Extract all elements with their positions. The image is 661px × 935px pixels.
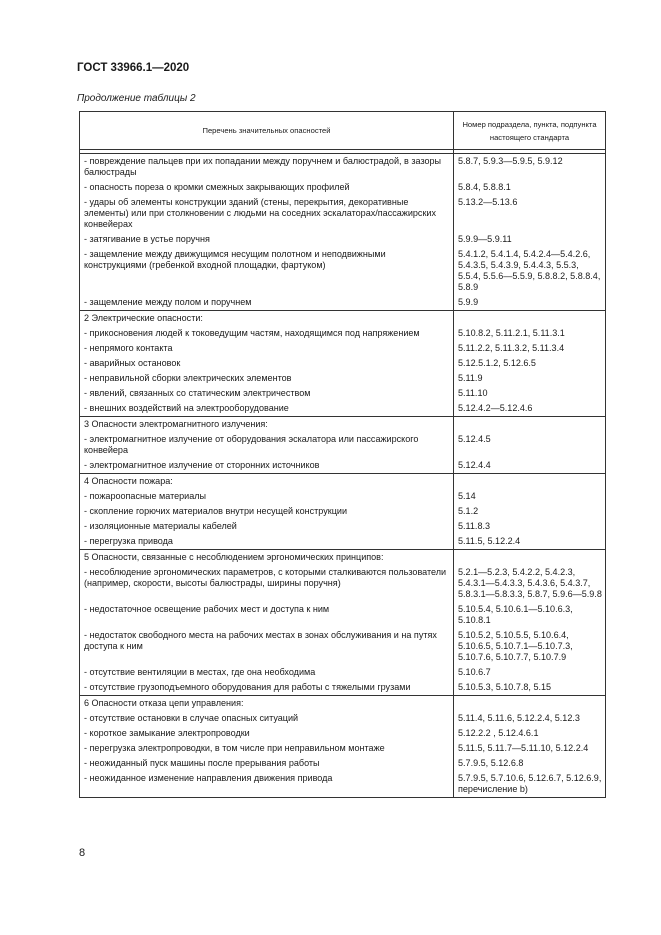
reference-cell: 5.10.5.2, 5.10.5.5, 5.10.6.4, 5.10.6.5, 5.10.7.1—5.10.7.3, 5.10.7.6, 5.10.7.7, 5.10.7.9 [454, 628, 606, 665]
reference-cell: 5.10.6.7 [454, 665, 606, 680]
hazard-cell: - защемление между полом и поручнем [80, 295, 454, 311]
reference-cell [454, 550, 606, 566]
reference-cell [454, 311, 606, 327]
group-header-row [80, 417, 606, 433]
reference-cell: 5.4.1.2, 5.4.1.4, 5.4.2.4—5.4.2.6, 5.4.3.5, 5.4.3.9, 5.4.4.3, 5.5.3, 5.5.4, 5.5.6—5.5.9, 5.8.8.2, 5.8.8.4, 5.8.9 [454, 247, 606, 295]
col-header-hazards: Перечень значительных опасностей [80, 112, 454, 150]
table-row [80, 628, 606, 665]
hazard-cell: - недостаток свободного места на рабочих местах в зонах обслуживания и на путях доступа к ним [80, 628, 454, 665]
reference-cell: 5.9.9 [454, 295, 606, 311]
hazard-cell: - электромагнитное излучение от оборудования эскалатора или пассажирского конвейера [80, 432, 454, 458]
hazard-cell: - опасность пореза о кромки смежных закрывающих профилей [80, 180, 454, 195]
group-header-row [80, 550, 606, 566]
table-row [80, 771, 606, 798]
hazard-cell: - пожароопасные материалы [80, 489, 454, 504]
hazard-cell: - повреждение пальцев при их попадании между поручнем и балюстрадой, в зазоры балюстрады [80, 154, 454, 181]
table-row [80, 356, 606, 371]
hazard-cell: - изоляционные материалы кабелей [80, 519, 454, 534]
table-row [80, 432, 606, 458]
reference-cell: 5.12.5.1.2, 5.12.6.5 [454, 356, 606, 371]
reference-cell: 5.10.5.4, 5.10.6.1—5.10.6.3, 5.10.8.1 [454, 602, 606, 628]
reference-cell: 5.11.9 [454, 371, 606, 386]
table-row [80, 602, 606, 628]
hazard-cell: - неправильной сборки электрических элементов [80, 371, 454, 386]
table-row [80, 519, 606, 534]
reference-cell: 5.13.2—5.13.6 [454, 195, 606, 232]
standard-code: ГОСТ 33966.1—2020 [77, 62, 190, 74]
hazard-cell: - непрямого контакта [80, 341, 454, 356]
table-row [80, 711, 606, 726]
hazards-table [79, 111, 606, 798]
group-header-row [80, 696, 606, 712]
reference-cell: 5.12.2.2 , 5.12.4.6.1 [454, 726, 606, 741]
table-row [80, 741, 606, 756]
reference-cell: 5.8.7, 5.9.3—5.9.5, 5.9.12 [454, 154, 606, 181]
reference-cell: 5.7.9.5, 5.7.10.6, 5.12.6.7, 5.12.6.9, перечисление b) [454, 771, 606, 798]
reference-cell: 5.12.4.5 [454, 432, 606, 458]
hazard-cell: - отсутствие грузоподъемного оборудования для работы с тяжелыми грузами [80, 680, 454, 696]
hazard-cell: - скопление горючих материалов внутри несущей конструкции [80, 504, 454, 519]
table-row [80, 458, 606, 474]
table-row [80, 371, 606, 386]
group-header-row [80, 474, 606, 490]
reference-cell: 5.9.9—5.9.11 [454, 232, 606, 247]
reference-cell: 5.10.8.2, 5.11.2.1, 5.11.3.1 [454, 326, 606, 341]
hazard-cell: - перегрузка электропроводки, в том числе при неправильном монтаже [80, 741, 454, 756]
table-row [80, 386, 606, 401]
group-header-row [80, 311, 606, 327]
table-row [80, 232, 606, 247]
table-row [80, 195, 606, 232]
hazard-cell: - защемление между движущимся несущим полотном и неподвижными конструкциями (гребенкой входной площадки, фартуком) [80, 247, 454, 295]
table-row [80, 756, 606, 771]
table-row [80, 680, 606, 696]
reference-cell: 5.2.1—5.2.3, 5.4.2.2, 5.4.2.3, 5.4.3.1—5.4.3.3, 5.4.3.6, 5.4.3.7, 5.8.3.1—5.8.3.3, 5.8.7, 5.9.6—5.9.8 [454, 565, 606, 602]
reference-cell: 5.12.4.2—5.12.4.6 [454, 401, 606, 417]
hazard-cell: - аварийных остановок [80, 356, 454, 371]
hazard-cell: - явлений, связанных со статическим электричеством [80, 386, 454, 401]
reference-cell [454, 696, 606, 712]
hazard-cell: - внешних воздействий на электрооборудование [80, 401, 454, 417]
reference-cell: 5.8.4, 5.8.8.1 [454, 180, 606, 195]
group-title: 4 Опасности пожара: [80, 474, 454, 490]
table-row [80, 401, 606, 417]
table-row [80, 489, 606, 504]
table-row [80, 180, 606, 195]
reference-cell: 5.11.8.3 [454, 519, 606, 534]
reference-cell: 5.11.5, 5.11.7—5.11.10, 5.12.2.4 [454, 741, 606, 756]
table-row [80, 665, 606, 680]
hazard-cell: - перегрузка привода [80, 534, 454, 550]
hazard-cell: - затягивание в устье поручня [80, 232, 454, 247]
table-row [80, 534, 606, 550]
reference-cell: 5.14 [454, 489, 606, 504]
table-row [80, 154, 606, 181]
reference-cell: 5.11.2.2, 5.11.3.2, 5.11.3.4 [454, 341, 606, 356]
group-title: 2 Электрические опасности: [80, 311, 454, 327]
reference-cell: 5.11.10 [454, 386, 606, 401]
reference-cell [454, 474, 606, 490]
reference-cell: 5.7.9.5, 5.12.6.8 [454, 756, 606, 771]
reference-cell: 5.11.5, 5.12.2.4 [454, 534, 606, 550]
table-row [80, 504, 606, 519]
table-row [80, 247, 606, 295]
group-title: 3 Опасности электромагнитного излучения: [80, 417, 454, 433]
hazard-cell: - электромагнитное излучение от сторонних источников [80, 458, 454, 474]
hazard-cell: - отсутствие вентиляции в местах, где она необходима [80, 665, 454, 680]
hazard-cell: - неожиданный пуск машины после прерывания работы [80, 756, 454, 771]
table-row [80, 326, 606, 341]
continuation-label: Продолжение таблицы 2 [77, 93, 196, 104]
hazard-cell: - недостаточное освещение рабочих мест и доступа к ним [80, 602, 454, 628]
reference-cell: 5.11.4, 5.11.6, 5.12.2.4, 5.12.3 [454, 711, 606, 726]
table-row [80, 726, 606, 741]
hazard-cell: - короткое замыкание электропроводки [80, 726, 454, 741]
hazard-cell: - несоблюдение эргономических параметров, с которыми сталкиваются пользователи (например, скорости, высоты балюстрады, ширины поручня) [80, 565, 454, 602]
reference-cell: 5.1.2 [454, 504, 606, 519]
col-header-refs: Номер подраздела, пункта, подпункта настоящего стандарта [454, 112, 606, 150]
group-title: 6 Опасности отказа цепи управления: [80, 696, 454, 712]
hazard-cell: - неожиданное изменение направления движения привода [80, 771, 454, 798]
group-title: 5 Опасности, связанные с несоблюдением эргономических принципов: [80, 550, 454, 566]
hazard-cell: - отсутствие остановки в случае опасных ситуаций [80, 711, 454, 726]
reference-cell: 5.12.4.4 [454, 458, 606, 474]
reference-cell [454, 417, 606, 433]
table-row [80, 565, 606, 602]
table-row [80, 341, 606, 356]
hazard-cell: - удары об элементы конструкции зданий (стены, перекрытия, декоративные элементы) или при столкновении с людьми на соседних эскалаторах/пассажирских конвейерах [80, 195, 454, 232]
table-row [80, 295, 606, 311]
reference-cell: 5.10.5.3, 5.10.7.8, 5.15 [454, 680, 606, 696]
page-number: 8 [79, 847, 86, 859]
hazard-cell: - прикосновения людей к токоведущим частям, находящимся под напряжением [80, 326, 454, 341]
